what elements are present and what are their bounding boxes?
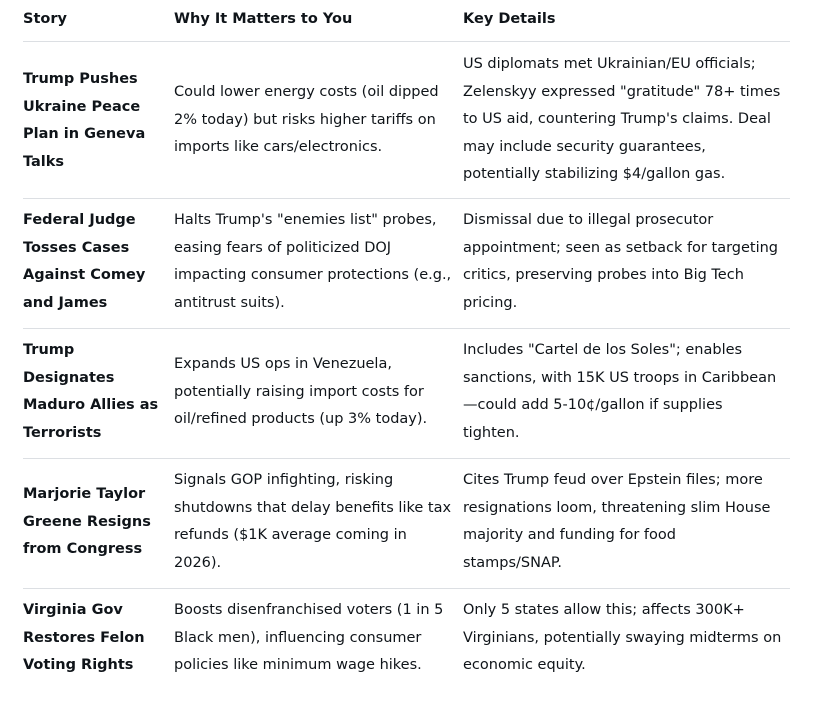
why-cell: Halts Trump's "enemies list" probes, easing fears of politicized DOJ impacting consumer protections (e.g., antitrust suits). <box>174 212 452 311</box>
details-cell: Dismissal due to illegal prosecutor appointment; seen as setback for targeting critics, preserving probes into Big Tech pricing. <box>463 212 779 311</box>
story-cell: Federal Judge Tosses Cases Against Comey and James <box>23 212 146 311</box>
header-why-it-matters: Why It Matters to You <box>174 11 353 27</box>
why-cell: Expands US ops in Venezuela, potentially raising import costs for oil/refined products (up 3% today). <box>174 356 428 428</box>
table-row <box>23 589 790 699</box>
table-row <box>23 199 790 329</box>
why-cell: Could lower energy costs (oil dipped 2% today) but risks higher tariffs on imports like cars/electronics. <box>174 84 439 156</box>
table-row <box>23 329 790 459</box>
story-cell: Trump Pushes Ukraine Peace Plan in Geneva Talks <box>23 71 146 170</box>
details-cell: Only 5 states allow this; affects 300K+ Virginians, potentially swaying midterms on economic equity. <box>463 602 782 674</box>
why-cell: Boosts disenfranchised voters (1 in 5 Black men), influencing consumer policies like minimum wage hikes. <box>174 602 444 674</box>
details-cell: Cites Trump feud over Epstein files; more resignations loom, threatening slim House majority and funding for food stamps/SNAP. <box>463 472 771 571</box>
header-story: Story <box>23 11 67 27</box>
news-table <box>23 0 790 699</box>
story-cell: Virginia Gov Restores Felon Voting Rights <box>23 602 145 674</box>
details-cell: US diplomats met Ukrainian/EU officials; Zelenskyy expressed "gratitude" 78+ times to US aid, countering Trump's claims. Deal may include security guarantees, potentially stabilizing $4/gallon gas. <box>463 56 781 183</box>
header-key-details: Key Details <box>463 11 556 27</box>
details-cell: Includes "Cartel de los Soles"; enables sanctions, with 15K US troops in Caribbean —could add 5-10¢/gallon if supplies tighten. <box>463 342 777 441</box>
story-cell: Marjorie Taylor Greene Resigns from Congress <box>23 486 151 558</box>
table-row <box>23 42 790 199</box>
table-row <box>23 459 790 589</box>
why-cell: Signals GOP infighting, risking shutdowns that delay benefits like tax refunds ($1K average coming in 2026). <box>174 472 452 571</box>
story-cell: Trump Designates Maduro Allies as Terrorists <box>23 342 159 441</box>
table-header <box>23 0 790 42</box>
